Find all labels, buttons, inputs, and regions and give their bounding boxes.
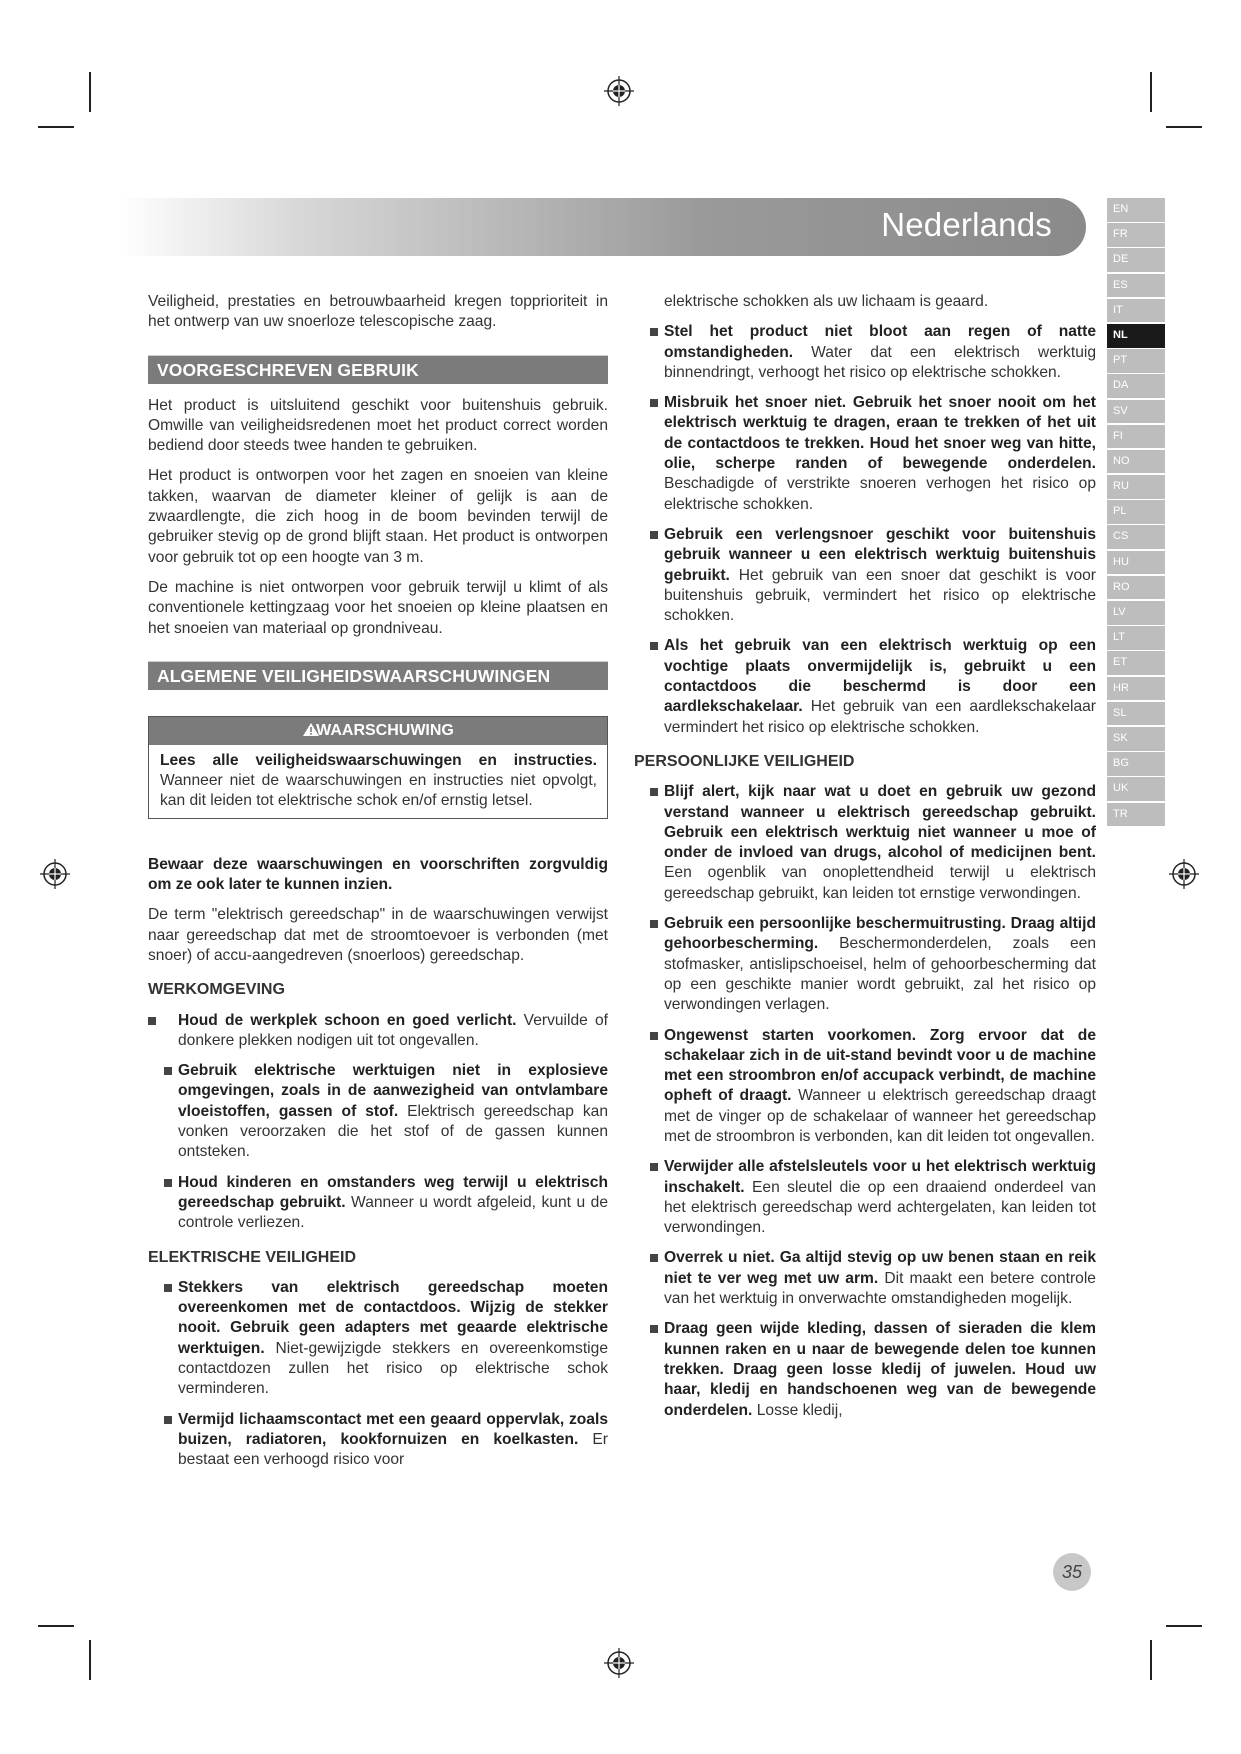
language-tab-en[interactable]: EN bbox=[1107, 198, 1165, 222]
language-tab-sl[interactable]: SL bbox=[1107, 702, 1165, 726]
language-tab-it[interactable]: IT bbox=[1107, 299, 1165, 323]
crop-mark bbox=[89, 72, 91, 112]
bullet-square-icon bbox=[650, 399, 658, 407]
language-tab-bg[interactable]: BG bbox=[1107, 752, 1165, 776]
warning-box bbox=[148, 716, 608, 819]
bullet-square-icon bbox=[164, 1416, 172, 1424]
keep-instructions: Bewaar deze waarschuwingen en voorschriften zorgvuldig om ze ook later te kunnen inzien. bbox=[148, 855, 608, 894]
continued-text: elektrische schokken als uw lichaam is geaard. bbox=[664, 293, 989, 310]
bullet-square-icon bbox=[650, 1163, 658, 1171]
bullet-square-icon bbox=[164, 1067, 172, 1075]
language-tab-sv[interactable]: SV bbox=[1107, 400, 1165, 424]
bullet-square-icon bbox=[650, 1032, 658, 1040]
language-tab-da[interactable]: DA bbox=[1107, 374, 1165, 398]
list-item: Verwijder alle afstelsleutels voor u het elektrisch werktuig inschakelt. Een sleutel die op een draaiend onderdeel van het elektrisch gereedschap werd achtergelaten, kan leiden tot verwondingen. bbox=[634, 1157, 1096, 1238]
language-tab-tr[interactable]: TR bbox=[1107, 803, 1165, 827]
language-tab-ro[interactable]: RO bbox=[1107, 576, 1165, 600]
crop-mark bbox=[1150, 72, 1152, 112]
list-item: Gebruik een persoonlijke beschermuitrusting. Draag altijd gehoorbescherming. Beschermonderdelen, zoals een stofmasker, antislipschoeisel, helm of gehoorbescherming dat op een geschikte manier wordt gebruikt, zal het risico op verwondingen verlagen. bbox=[634, 914, 1096, 1015]
bullet-square-icon bbox=[650, 1254, 658, 1262]
right-column bbox=[634, 292, 1096, 1431]
bullet-square-icon bbox=[650, 788, 658, 796]
registration-mark-icon bbox=[40, 859, 70, 889]
subheading-work-area: WERKOMGEVING bbox=[148, 981, 285, 999]
warning-title: WAARSCHUWING bbox=[316, 721, 454, 739]
crop-mark bbox=[1166, 1625, 1202, 1627]
bullet-square-icon bbox=[650, 328, 658, 336]
language-tab-pt[interactable]: PT bbox=[1107, 349, 1165, 373]
language-tab-fi[interactable]: FI bbox=[1107, 425, 1165, 449]
warning-text: Wanneer niet de waarschuwingen en instructies niet opvolgt, kan dit leiden tot elektrische schok en/of ernstig letsel. bbox=[160, 772, 597, 810]
language-tab-et[interactable]: ET bbox=[1107, 651, 1165, 675]
bullet-square-icon bbox=[650, 531, 658, 539]
warning-bold: Lees alle veiligheidswaarschuwingen en instructies. bbox=[160, 751, 597, 769]
crop-mark bbox=[38, 126, 74, 128]
bullet-square-icon bbox=[650, 1325, 658, 1333]
term-definition: De term "elektrisch gereedschap" in de waarschuwingen verwijst naar gereedschap dat met de stroomtoevoer is verbonden (met snoer) of accu-aangedreven (snoerloos) gereedschap. bbox=[148, 906, 608, 964]
language-tab-lt[interactable]: LT bbox=[1107, 626, 1165, 650]
language-tab-uk[interactable]: UK bbox=[1107, 777, 1165, 801]
list-item: Draag geen wijde kleding, dassen of sieraden die klem kunnen raken en u naar de bewegende delen toe kunnen trekken. Draag geen losse kledij of juwelen. Houd uw haar, kledij en handschoenen weg van de bewegende onderdelen. Losse kledij, bbox=[634, 1319, 1096, 1420]
list-item: Ongewenst starten voorkomen. Zorg ervoor dat de schakelaar zich in de uit-stand bevindt voor u de machine met een stroombron en/of accupack verbindt, de machine opheft of draagt. Wanneer u elektrisch gereedschap draagt met de vinger op de schakelaar of wanneer het gereedschap met de stroombron is verbonden, kan dit leiden tot ongevallen. bbox=[634, 1026, 1096, 1148]
language-tab-es[interactable]: ES bbox=[1107, 274, 1165, 298]
list-item: Vermijd lichaamscontact met een geaard oppervlak, zoals buizen, radiatoren, kookfornuizen en koelkasten. Er bestaat een verhoogd risico voor bbox=[148, 1410, 608, 1471]
warning-body bbox=[149, 745, 607, 818]
left-column bbox=[148, 292, 608, 1480]
intro-paragraph: Veiligheid, prestaties en betrouwbaarheid kregen topprioriteit in het ontwerp van uw snoerloze telescopische zaag. bbox=[148, 293, 608, 331]
page-title: Nederlands bbox=[881, 206, 1052, 243]
crop-mark bbox=[89, 1640, 91, 1680]
language-tabs bbox=[1107, 198, 1165, 828]
list-item: Houd de werkplek schoon en goed verlicht. Vervuilde of donkere plekken nodigen uit tot ongevallen. bbox=[148, 1011, 608, 1052]
language-tab-no[interactable]: NO bbox=[1107, 450, 1165, 474]
language-tab-cs[interactable]: CS bbox=[1107, 525, 1165, 549]
list-item: Als het gebruik van een elektrisch werktuig op een vochtige plaats onvermijdelijk is, gebruikt u een contactdoos die beschermd is door een aardlekschakelaar. Het gebruik van een aardlekschakelaar vermindert het risico op elektrische schokken. bbox=[634, 636, 1096, 737]
page-number: 35 bbox=[1053, 1553, 1091, 1591]
list-item: Stel het product niet bloot aan regen of natte omstandigheden. Water dat een elektrisch werktuig binnendringt, verhoogt het risico op elektrische schokken. bbox=[634, 322, 1096, 383]
bullet-square-icon bbox=[650, 642, 658, 650]
language-tab-pl[interactable]: PL bbox=[1107, 500, 1165, 524]
crop-mark bbox=[38, 1625, 74, 1627]
paragraph: Het product is ontworpen voor het zagen en snoeien van kleine takken, waarvan de diameter kleiner of gelijk is aan de zwaardlengte, die zich hoog in de boom bevinden terwijl de gebruiker stevig op de grond blijft staan. Het product is ontworpen voor gebruik tot op een hoogte van 3 m. bbox=[148, 467, 608, 566]
section-title-intended-use: VOORGESCHREVEN GEBRUIK bbox=[148, 355, 608, 384]
bullet-square-icon bbox=[164, 1179, 172, 1187]
subheading-personal-safety: PERSOONLIJKE VEILIGHEID bbox=[634, 752, 855, 770]
list-item: Gebruik een verlengsnoer geschikt voor buitenshuis gebruik wanneer u een elektrisch werktuig buitenshuis gebruikt. Het gebruik van een snoer dat geschikt is voor buitenshuis gebruik, vermindert het risico op elektrische schokken. bbox=[634, 525, 1096, 626]
crop-mark bbox=[1166, 126, 1202, 128]
registration-mark-icon bbox=[1169, 859, 1199, 889]
list-item: Houd kinderen en omstanders weg terwijl u elektrisch gereedschap gebruikt. Wanneer u wordt afgeleid, kunt u de controle verliezen. bbox=[148, 1173, 608, 1234]
paragraph: De machine is niet ontworpen voor gebruik terwijl u klimt of als conventionele kettingzaag voor het snoeien op kleine plaatsen en het snoeien van materiaal op grondniveau. bbox=[148, 578, 608, 637]
crop-mark bbox=[1150, 1640, 1152, 1680]
list-item: Blijf alert, kijk naar wat u doet en gebruik uw gezond verstand wanneer u elektrisch gereedschap gebruikt. Gebruik een elektrisch werktuig niet wanneer u moe of onder de invloed van drugs, alcohol of medicijnen bent. Een ogenblik van onoplettendheid terwijl u elektrisch gereedschap gebruikt, kan leiden tot ernstige verwondingen. bbox=[634, 782, 1096, 904]
section-title-safety-warnings: ALGEMENE VEILIGHEIDSWAARSCHUWINGEN bbox=[148, 661, 608, 690]
language-tab-de[interactable]: DE bbox=[1107, 248, 1165, 272]
bullet-square-icon bbox=[650, 920, 658, 928]
header-band bbox=[118, 198, 1086, 256]
paragraph: Het product is uitsluitend geschikt voor buitenshuis gebruik. Omwille van veiligheidsredenen moet het product correct worden bediend door steeds twee handen te gebruiken. bbox=[148, 396, 608, 455]
bullet-square-icon bbox=[164, 1284, 172, 1292]
language-tab-nl[interactable]: NL bbox=[1107, 324, 1165, 348]
language-tab-hr[interactable]: HR bbox=[1107, 677, 1165, 701]
language-tab-hu[interactable]: HU bbox=[1107, 551, 1165, 575]
list-item: Stekkers van elektrisch gereedschap moeten overeenkomen met de contactdoos. Wijzig de stekker nooit. Gebruik geen adapters met geaarde elektrische werktuigen. Niet-gewijzigde stekkers en overeenkomstige contactdozen zullen het risico op elektrische schok verminderen. bbox=[148, 1278, 608, 1400]
list-item: Misbruik het snoer niet. Gebruik het snoer nooit om het elektrisch werktuig te dragen, eraan te trekken of het uit de contactdoos te trekken. Houd het snoer weg van hitte, olie, scherpe randen of bewegende onderdelen. Beschadigde of verstrikte snoeren verhogen het risico op elektrische schokken. bbox=[634, 393, 1096, 515]
language-tab-sk[interactable]: SK bbox=[1107, 727, 1165, 751]
list-item: Overrek u niet. Ga altijd stevig op uw benen staan en reik niet te ver weg met uw arm. Dit maakt een betere controle van het werktuig in onverwachte omstandigheden mogelijk. bbox=[634, 1248, 1096, 1309]
bullet-square-icon bbox=[148, 1017, 156, 1025]
warning-header bbox=[149, 717, 607, 745]
registration-mark-icon bbox=[604, 1648, 634, 1678]
list-item: Gebruik elektrische werktuigen niet in explosieve omgevingen, zoals in de aanwezigheid van ontvlambare vloeistoffen, gassen of stof. Elektrisch gereedschap kan vonken veroorzaken die het stof of de gassen kunnen ontsteken. bbox=[148, 1061, 608, 1162]
registration-mark-icon bbox=[604, 76, 634, 106]
language-tab-lv[interactable]: LV bbox=[1107, 601, 1165, 625]
subheading-electrical-safety: ELEKTRISCHE VEILIGHEID bbox=[148, 1248, 357, 1266]
language-tab-ru[interactable]: RU bbox=[1107, 475, 1165, 499]
language-tab-fr[interactable]: FR bbox=[1107, 223, 1165, 247]
